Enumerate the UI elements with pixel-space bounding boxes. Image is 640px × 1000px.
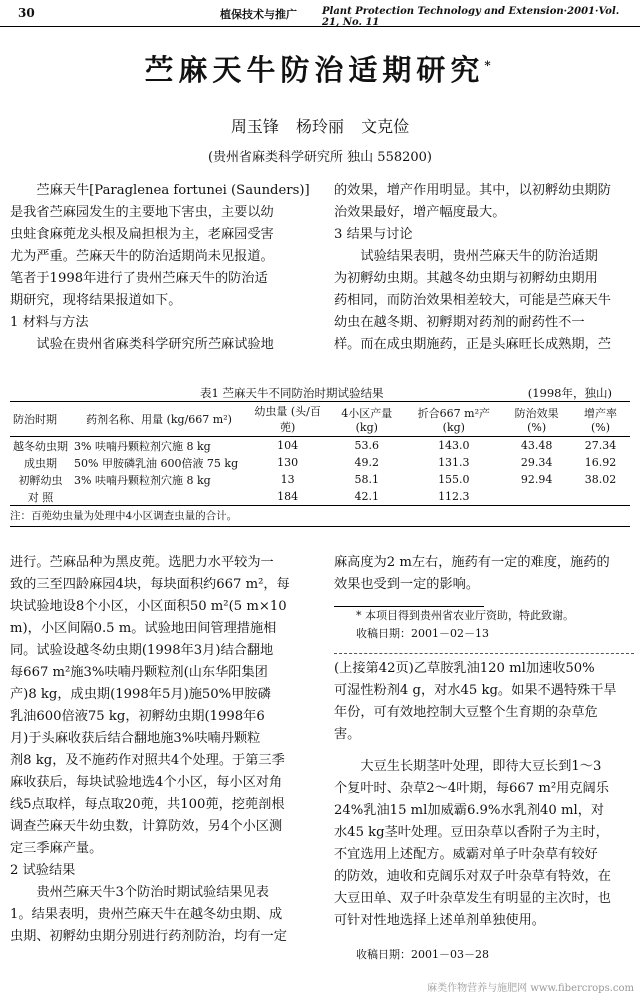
- received-date: 收稿日期：2001－03－28: [356, 948, 489, 961]
- body-line: 年份，可有效地控制大豆整个生育期的杂草危: [334, 705, 598, 720]
- affiliation: (贵州省麻类科学研究所 独山 558200): [207, 150, 433, 165]
- table-header: 防治时期: [13, 413, 57, 426]
- body-line: 麻高度为2 m左右，施药有一定的难度，施药的: [334, 555, 610, 570]
- table-block: [10, 383, 630, 527]
- body-line: 线5点取样，每点取20蔸，共100蔸，挖蔸剖根: [10, 797, 285, 812]
- table-cell: 29.34: [520, 456, 553, 469]
- body-line: 的效果，增产作用明显。其中，以初孵幼虫期防: [334, 183, 611, 198]
- body-line: 定三季麻产量。: [10, 841, 103, 856]
- intro-line: 期研究，现将结果报道如下。: [10, 293, 182, 308]
- section-heading: 3 结果与讨论: [334, 227, 413, 242]
- table-cell: [71, 488, 247, 506]
- section-divider: [334, 653, 634, 654]
- intro-line: 虫蛀食麻蔸龙头根及扁担根为主，老麻园受害: [10, 227, 274, 242]
- body-line: 调查苎麻天牛幼虫数，计算防效，另4个小区测: [10, 819, 283, 834]
- table-cell: 155.0: [438, 473, 470, 486]
- table-cell: 130: [277, 456, 299, 469]
- body-line: 个复叶时、杂草2～4叶期，每667 m²用克阔乐: [334, 781, 609, 796]
- body-line: 治效果最好，增产幅度最大。: [334, 205, 506, 220]
- table-header: 防治效果 (%): [514, 406, 559, 434]
- table-cell: 143.0: [438, 439, 470, 452]
- results-table: [10, 401, 630, 506]
- table-cell: 对 照: [27, 490, 54, 504]
- table-caption-note: (1998年，独山): [527, 386, 612, 400]
- title-text: 苎麻天牛防治适期研究: [144, 53, 485, 87]
- intro-column: [10, 180, 318, 356]
- watermark: 麻类作物营养与施肥网 www.fibercrops.com: [427, 983, 634, 994]
- table-cell: 53.6: [354, 439, 380, 452]
- table-cell: 3% 呋喃丹颗粒剂穴施 8 kg: [74, 473, 211, 487]
- page-number: 30: [18, 6, 35, 20]
- body-line: m)，小区间隔0.5 m。试验地田间管理措施相: [10, 621, 277, 636]
- table-cell: 16.92: [584, 456, 617, 469]
- body-line: 大豆生长期茎叶处理，即待大豆长到1～3: [360, 759, 602, 774]
- table-header-row: [10, 402, 630, 437]
- body-line: 同。试验设越冬幼虫期(1998年3月)结合翻地: [10, 643, 274, 658]
- table-header: 折合667 m²产 (kg): [417, 406, 490, 434]
- table-cell: 42.1: [354, 490, 380, 503]
- body-line: 幼虫在越冬期、初孵期对药剂的耐药性不一: [334, 315, 585, 330]
- body-line: 大豆田单、双子叶杂草发生有明显的主次时，也: [334, 891, 611, 906]
- table-row: [10, 488, 630, 506]
- body-line: 害。: [334, 727, 361, 742]
- running-header: [0, 0, 640, 27]
- intro-line: 苎麻天牛[Paraglenea fortunei (Saunders)]: [36, 183, 310, 198]
- table-row: [10, 454, 630, 471]
- section-heading: 2 试验结果: [10, 863, 76, 878]
- article-title: [0, 48, 640, 89]
- body-line: 为初孵幼虫期。其越冬幼虫期与初孵幼虫期用: [334, 271, 598, 286]
- table-cell: 43.48: [520, 439, 553, 452]
- table-cell: 27.34: [584, 439, 617, 452]
- journal-name-en: Plant Protection Technology and Extension·2001·Vol. 21, No. 11: [322, 6, 620, 28]
- received-date: 收稿日期：2001－02－13: [356, 627, 489, 640]
- table-note: 注：百蔸幼虫量为处理中4小区调查虫量的合计。: [10, 508, 630, 527]
- table-caption: 表1 苎麻天牛不同防治时期试验结果: [200, 386, 384, 400]
- table-header: 药剂名称、用量 (kg/667 m²): [86, 413, 232, 426]
- table-cell: 58.1: [354, 473, 380, 486]
- table-cell: 104: [277, 439, 299, 452]
- methods-line: 试验在贵州省麻类科学研究所苎麻试验地: [36, 337, 274, 352]
- body-line: 药相同，而防治效果相差较大，可能是苎麻天牛: [334, 293, 611, 308]
- body-line: 不宜选用上述配方。威霸对单子叶杂草有较好: [334, 847, 598, 862]
- body-line: (上接第42页)乙草胺乳油120 ml加速收50%: [334, 661, 595, 676]
- body-line: 水45 kg茎叶处理。豆田杂草以香附子为主时，: [334, 825, 609, 840]
- body-line: 试验结果表明，贵州苎麻天牛的防治适期: [360, 249, 598, 264]
- table-header: 增产率 (%): [584, 406, 618, 434]
- body-line: 产)8 kg，成虫期(1998年5月)施50%甲胺磷: [10, 687, 271, 702]
- table-cell: [502, 488, 571, 506]
- table-cell: 112.3: [438, 490, 470, 503]
- table-cell: 13: [280, 473, 295, 486]
- table-row: [10, 437, 630, 455]
- table-cell: 成虫期: [24, 456, 57, 470]
- table-cell: 初孵幼虫: [18, 473, 63, 487]
- body-line: 月)于头麻收获后结合翻地施3%呋喃丹颗粒: [10, 731, 261, 746]
- table-row: [10, 471, 630, 488]
- table-cell: 184: [277, 490, 299, 503]
- body-line: 块试验地设8个小区，小区面积50 m²(5 m×10: [10, 599, 287, 614]
- intro-line: 是我省苎麻园发生的主要地下害虫，主要以幼: [10, 205, 274, 220]
- discussion-column: [334, 552, 634, 964]
- body-line: 1。结果表明，贵州苎麻天牛在越冬幼虫期、成: [10, 907, 283, 922]
- table-cell: 越冬幼虫期: [13, 439, 68, 453]
- body-line: 进行。苎麻品种为黑皮蔸。选肥力水平较为一: [10, 555, 274, 570]
- body-line: 效果也受到一定的影响。: [334, 577, 480, 592]
- table-cell: 50% 甲胺磷乳油 600倍液 75 kg: [74, 456, 239, 470]
- table-header: 幼虫量 (头/百蔸): [254, 405, 321, 434]
- section-heading: 1 材料与方法: [10, 315, 89, 330]
- table-header: 4小区产量 (kg): [341, 406, 393, 434]
- footnote: * 本项目得到贵州省农业厅资助，特此致谢。: [356, 609, 574, 622]
- intro-line: 笔者于1998年进行了贵州苎麻天牛的防治适: [10, 271, 268, 286]
- table-cell: [571, 488, 630, 506]
- body-line: 贵州苎麻天牛3个防治时期试验结果见表: [36, 885, 269, 900]
- table-cell: 131.3: [438, 456, 470, 469]
- title-footnote-mark: *: [484, 58, 496, 73]
- table-cell: 38.02: [584, 473, 617, 486]
- table-cell: 92.94: [520, 473, 553, 486]
- body-line: 每667 m²施3%呋喃丹颗粒剂(山东华阳集团: [10, 665, 268, 680]
- body-line: 样。而在成虫期施药，正是头麻旺长成熟期，苎: [334, 337, 611, 352]
- results-column: [334, 180, 634, 356]
- table-cell: 49.2: [354, 456, 380, 469]
- authors: 周玉锋 杨玲丽 文克俭: [230, 117, 410, 136]
- body-line: 虫期、初孵幼虫期分别进行药剂防治，均有一定: [10, 929, 287, 944]
- table-cell: 3% 呋喃丹颗粒剂穴施 8 kg: [74, 439, 211, 453]
- body-line: 的防效，迪收和克阔乐对双子叶杂草有特效，在: [334, 869, 611, 884]
- methods-column: [10, 552, 318, 948]
- body-line: 可湿性粉剂4 g，对水45 kg。如果不遇特殊干旱: [334, 683, 617, 698]
- body-line: 致的三至四龄麻园4块，每块面积约667 m²，每: [10, 577, 290, 592]
- body-line: 24%乳油15 ml加威霸6.9%水乳剂40 ml，对: [334, 803, 605, 818]
- intro-line: 尤为严重。苎麻天牛的防治适期尚未见报道。: [10, 249, 274, 264]
- body-line: 剂8 kg，及不施药作对照共4个处理。于第三季: [10, 753, 285, 768]
- body-line: 可针对性地选择上述单剂单独使用。: [334, 913, 545, 928]
- body-line: 麻收获后，每块试验地选4个小区，每小区对角: [10, 775, 283, 790]
- body-line: 乳油600倍液75 kg，初孵幼虫期(1998年6: [10, 709, 265, 724]
- journal-name-cn: 植保技术与推广: [220, 8, 297, 21]
